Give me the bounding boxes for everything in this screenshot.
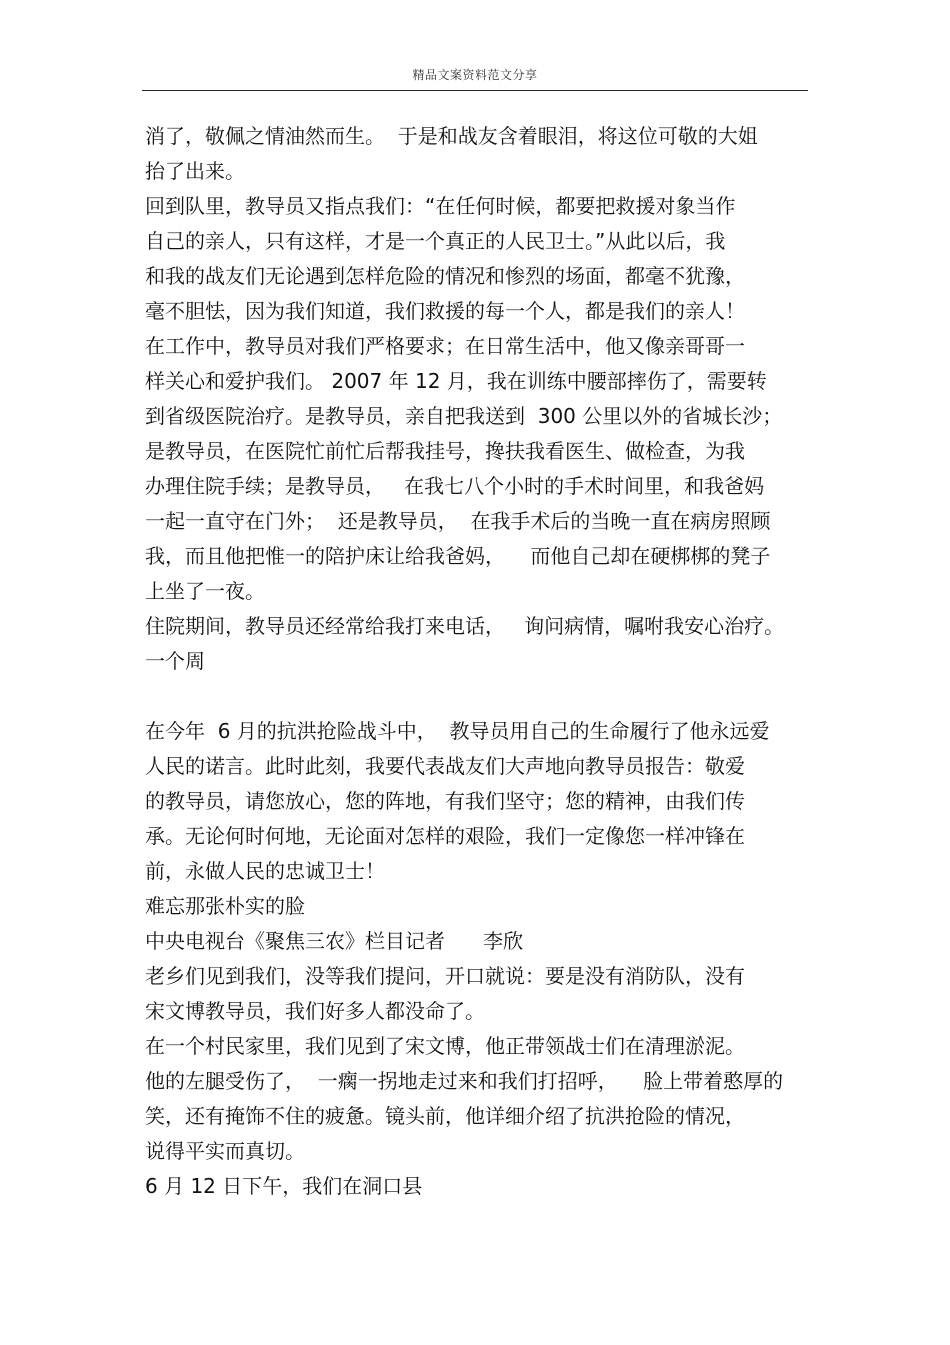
text-line: 自己的亲人，只有这样，才是一个真正的人民卫士。”从此以后，我 (145, 229, 726, 253)
byline: 中央电视台《聚焦三农》栏目记者 李欣 (145, 929, 524, 953)
section-title: 难忘那张朴实的脸 (145, 894, 305, 918)
text-line: 说得平实而真切。 (145, 1139, 305, 1163)
text-line: 前，永做人民的忠诚卫士！ (145, 859, 385, 883)
text-line: 回到队里，教导员又指点我们：“在任何时候，都要把救援对象当作 (145, 194, 736, 218)
text-line: 样关心和爱护我们。 2007 年 12 月，我在训练中腰部摔伤了，需要转 (145, 369, 767, 393)
text-line: 办理住院手续；是教导员， 在我七八个小时的手术时间里，和我爸妈 (145, 474, 765, 498)
text-line: 是教导员，在医院忙前忙后帮我挂号，搀扶我看医生、做检查，为我 (145, 439, 745, 463)
text-line: 的教导员，请您放心，您的阵地，有我们坚守；您的精神，由我们传 (145, 789, 745, 813)
text-line: 到省级医院治疗。是教导员，亲自把我送到 300 公里以外的省城长沙； (145, 404, 783, 428)
text-line: 上坐了一夜。 (145, 579, 265, 603)
page-header-title: 精品文案资料范文分享 (412, 68, 538, 82)
text-line: 我，而且他把惟一的陪护床让给我爸妈， 而他自己却在硬梆梆的凳子 (145, 544, 771, 568)
text-line: 6 月 12 日下午，我们在洞口县 (145, 1174, 423, 1198)
text-line: 抬了出来。 (145, 159, 245, 183)
text-line: 人民的诺言。此时此刻，我要代表战友们大声地向教导员报告：敬爱 (145, 754, 745, 778)
text-line: 承。无论何时何地，无论面对怎样的艰险，我们一定像您一样冲锋在 (145, 824, 745, 848)
text-line: 笑，还有掩饰不住的疲惫。镜头前，他详细介绍了抗洪抢险的情况， (145, 1104, 745, 1128)
text-line: 和我的战友们无论遇到怎样危险的情况和惨烈的场面，都毫不犹豫， (145, 264, 745, 288)
text-line: 在工作中，教导员对我们严格要求；在日常生活中，他又像亲哥哥一 (145, 334, 745, 358)
text-line: 住院期间，教导员还经常给我打来电话， 询问病情，嘱咐我安心治疗。 (145, 614, 785, 638)
text-line: 在今年 6 月的抗洪抢险战斗中， 教导员用自己的生命履行了他永远爱 (145, 719, 770, 743)
text-line: 消了，敬佩之情油然而生。 于是和战友含着眼泪，将这位可敬的大姐 (145, 124, 758, 148)
text-line: 他的左腿受伤了， 一瘸一拐地走过来和我们打招呼， 脸上带着憨厚的 (145, 1069, 784, 1093)
text-line: 宋文博教导员，我们好多人都没命了。 (145, 999, 485, 1023)
text-line: 毫不胆怯，因为我们知道，我们救援的每一个人，都是我们的亲人！ (145, 299, 745, 323)
text-line: 老乡们见到我们，没等我们提问，开口就说：要是没有消防队，没有 (145, 964, 745, 988)
text-line: 一起一直守在门外； 还是教导员， 在我手术后的当晚一直在病房照顾 (145, 509, 771, 533)
text-line: 一个周 (145, 649, 205, 673)
header-divider (142, 90, 808, 91)
text-line: 在一个村民家里，我们见到了宋文博，他正带领战士们在清理淤泥。 (145, 1034, 745, 1058)
